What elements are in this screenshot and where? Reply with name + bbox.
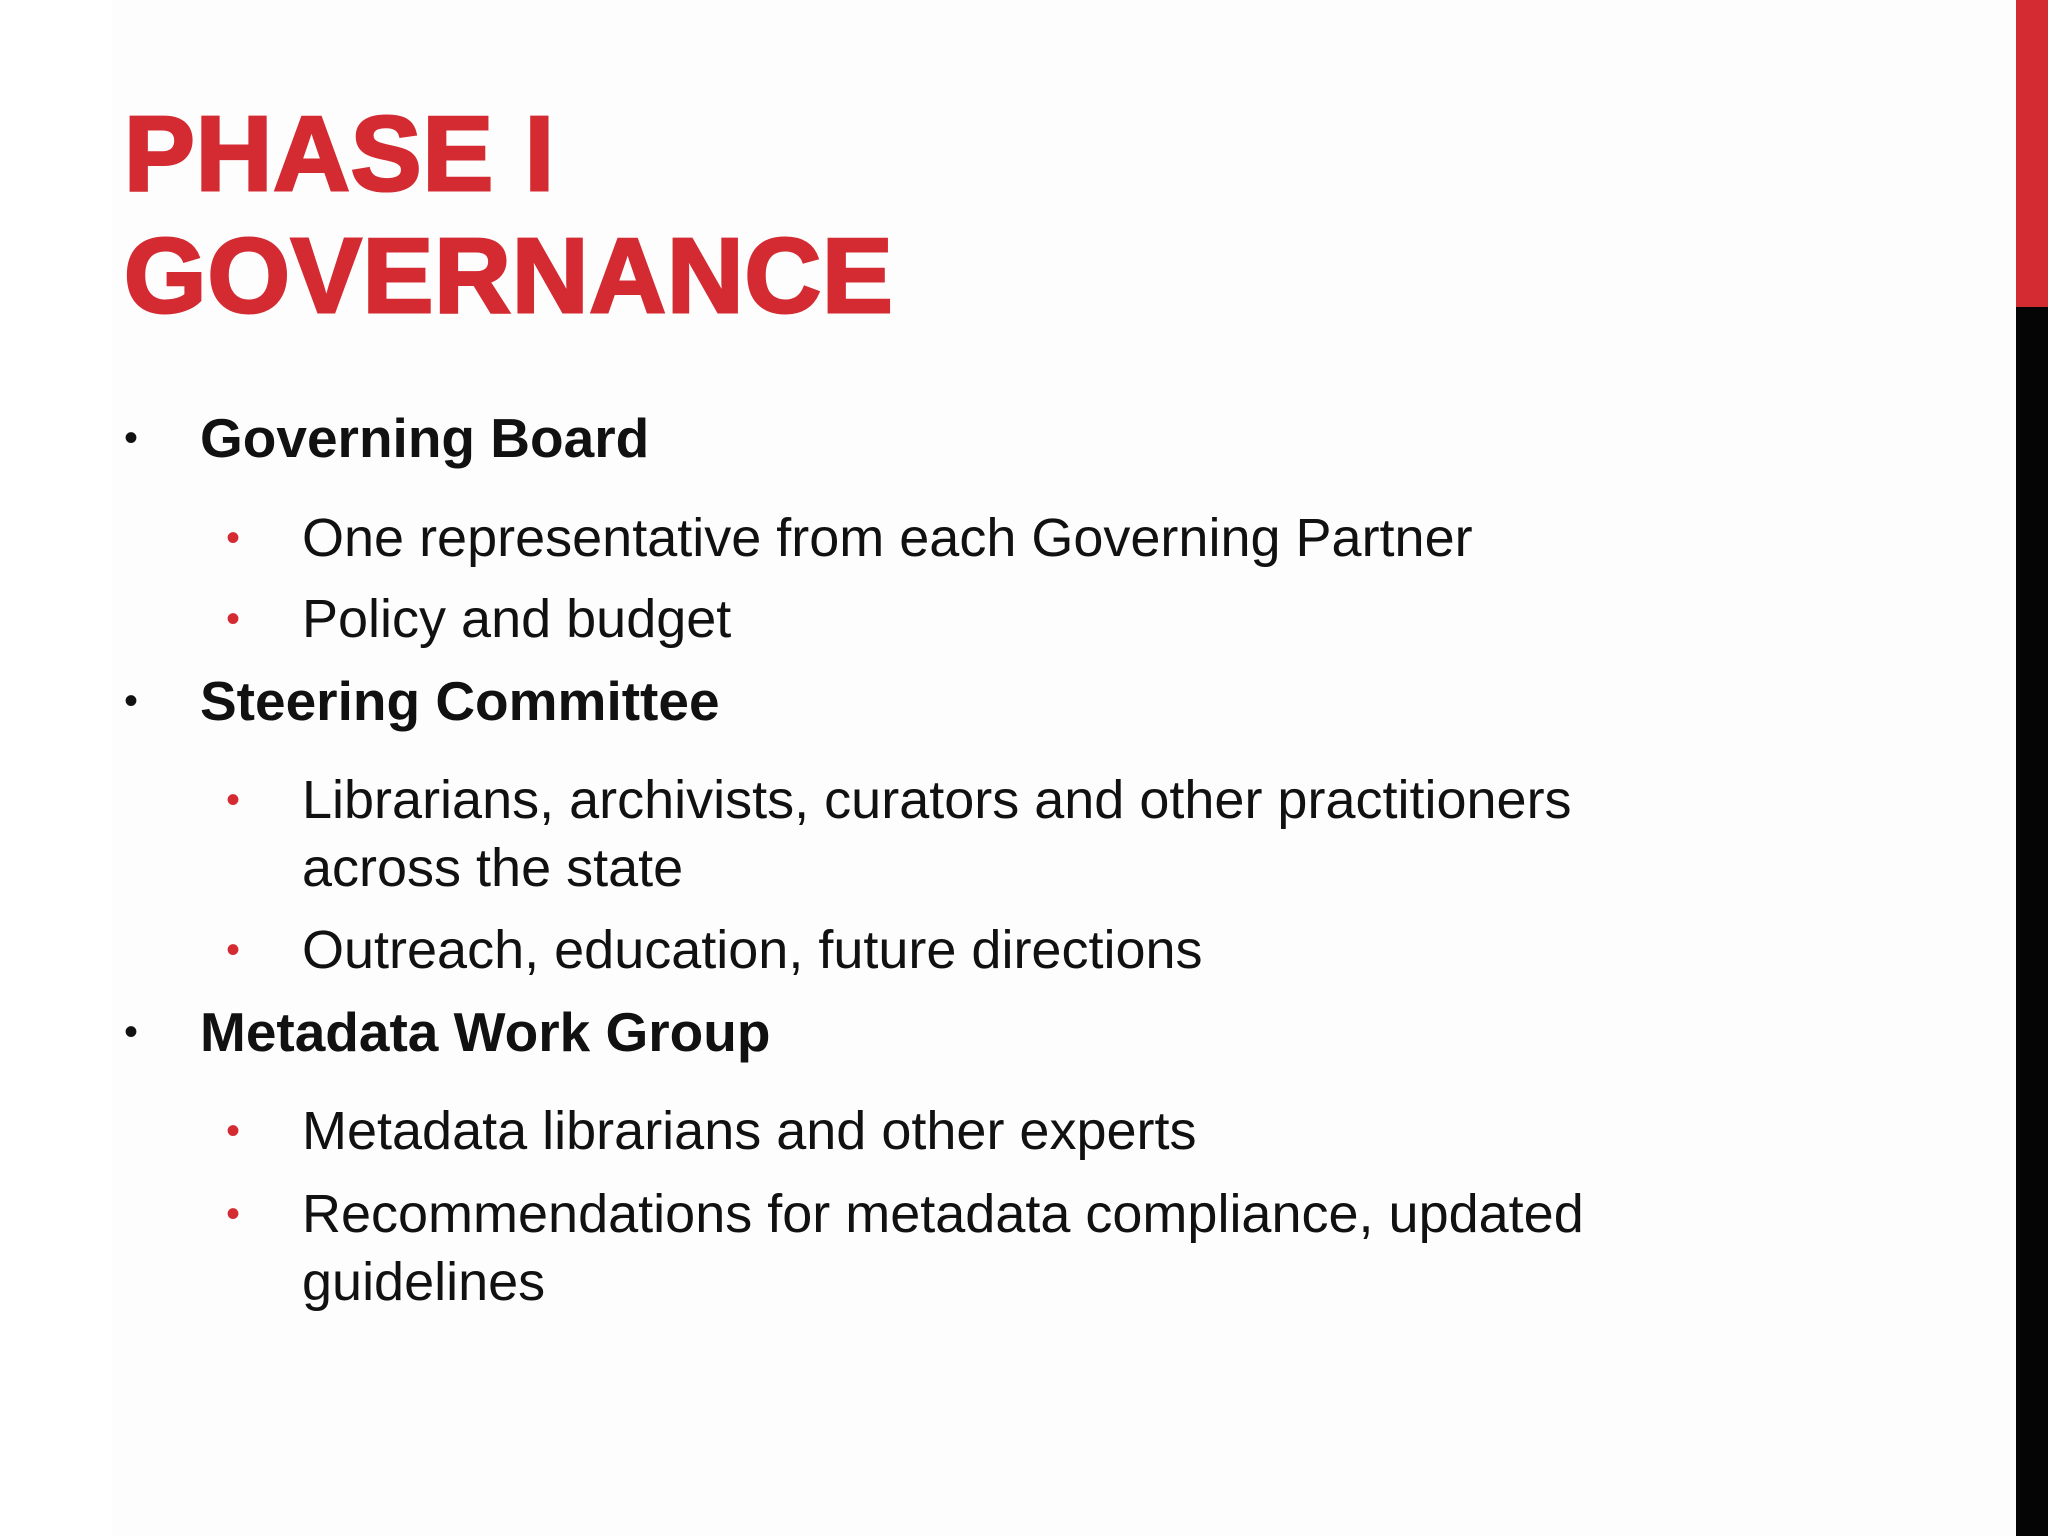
sub-bullet-dot: •: [226, 1109, 241, 1153]
sub-bullet-dot: •: [226, 597, 241, 641]
accent-bar-black: [2016, 307, 2048, 1536]
bullet-dot: •: [124, 416, 139, 460]
bullet-dot: •: [124, 1010, 139, 1054]
sub-bullet-dot: •: [226, 928, 241, 972]
bullet-heading-text: Governing Board: [200, 407, 650, 469]
sub-bullet-text: Librarians, archivists, curators and other practitioners: [302, 770, 1572, 830]
sub-bullet-text: Recommendations for metadata compliance, updated: [302, 1184, 1584, 1244]
sub-bullet-text: guidelines: [302, 1252, 546, 1312]
bullet-dot: •: [124, 679, 139, 723]
bullet-heading-text: Steering Committee: [200, 670, 720, 732]
sub-bullet-dot: •: [226, 516, 241, 560]
sub-bullet-text: Policy and budget: [302, 589, 732, 649]
sub-bullet-dot: •: [226, 1192, 241, 1236]
accent-bar-red: [2016, 0, 2048, 307]
sub-bullet-text: Metadata librarians and other experts: [302, 1101, 1197, 1161]
bullet-heading-text: Metadata Work Group: [200, 1001, 771, 1063]
sub-bullet-text: One representative from each Governing Partner: [302, 508, 1473, 568]
slide-title-line-1: PHASE I: [124, 95, 556, 213]
slide-title-line-2: GOVERNANCE: [124, 217, 894, 335]
sub-bullet-text: Outreach, education, future directions: [302, 920, 1203, 980]
sub-bullet-text: across the state: [302, 838, 684, 898]
sub-bullet-dot: •: [226, 778, 241, 822]
